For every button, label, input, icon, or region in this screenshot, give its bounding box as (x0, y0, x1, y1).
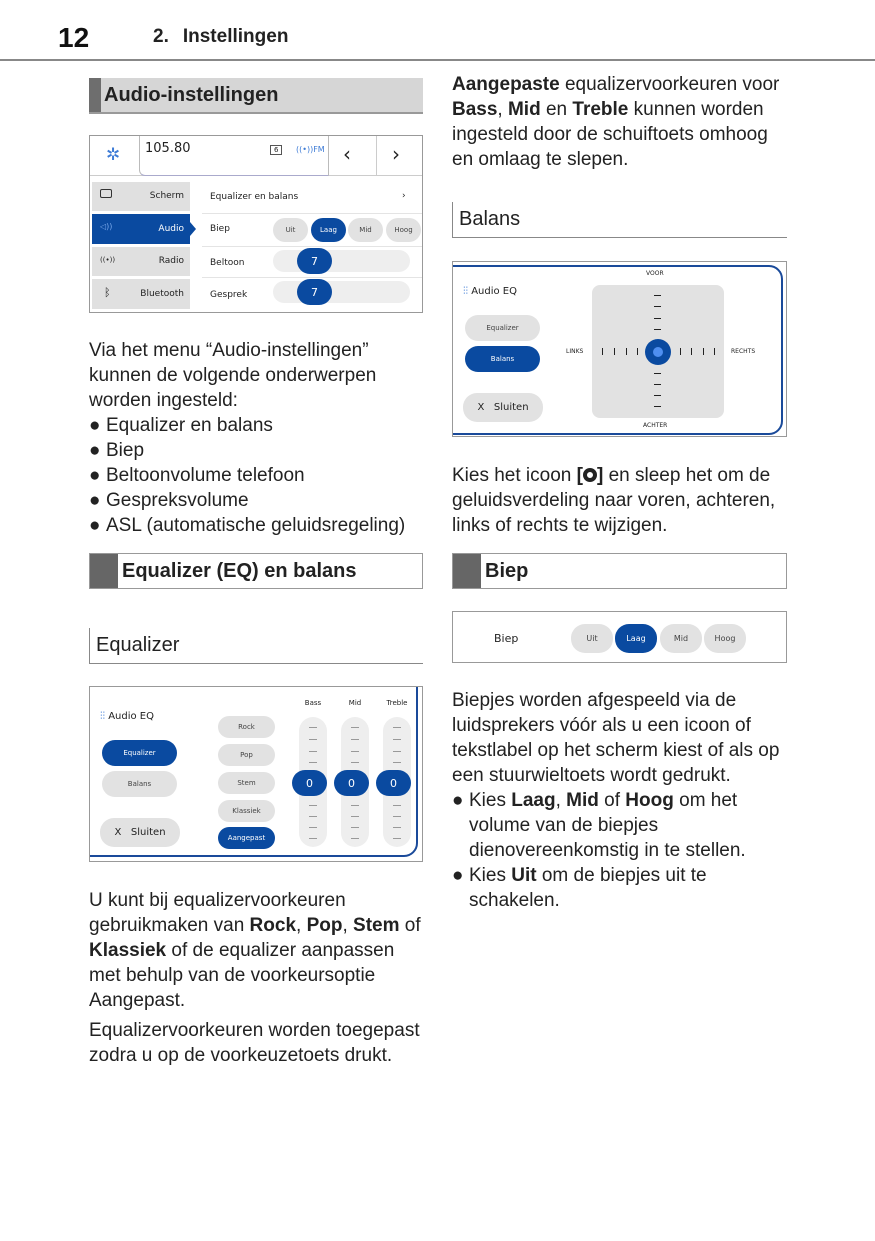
balance-tick (714, 348, 715, 355)
subheading-balans (452, 202, 787, 238)
slider-tick (351, 727, 359, 728)
slider-tick (393, 762, 401, 763)
equalizer-icon: ⫶⫶ (100, 711, 105, 722)
topic-list (89, 413, 429, 538)
section-title: Audio-instellingen (104, 84, 279, 106)
tab-balans[interactable]: Balans (102, 771, 177, 797)
section-heading-eq (89, 553, 423, 589)
balance-tick (654, 406, 661, 407)
screen-icon (100, 189, 112, 198)
slider-tick (351, 805, 359, 806)
custom-eq-text: Aangepaste equalizervoorkeuren voor Bass, Mid en Treble kunnen worden ingesteld door de schuiftoets omhoog en omlaag te slepen. (452, 74, 780, 170)
menu-item-radio[interactable]: ((•)) Radio (92, 247, 190, 276)
balance-tick (680, 348, 681, 355)
slider-tick (351, 816, 359, 817)
menu-item-bluetooth[interactable]: ᛒ Bluetooth (92, 279, 190, 309)
slider-tick (309, 805, 317, 806)
gesprek-slider[interactable] (273, 281, 410, 303)
balance-text: Kies het icoon [ ] en sleep het om de geluidsverdeling naar voren, achteren, links of rechts te wijzigen. (452, 465, 776, 536)
balance-tick (654, 318, 661, 319)
subheading-title: Balans (459, 208, 521, 230)
beep-laag-button[interactable]: Laag (615, 624, 657, 653)
menu-item-scherm[interactable]: Scherm (92, 182, 190, 211)
radio-band: ((•))FM (296, 145, 325, 154)
slider-tick (351, 827, 359, 828)
beep-uit-button[interactable]: Uit (571, 624, 613, 653)
preset-rock[interactable]: Rock (218, 716, 275, 738)
beep-laag-button[interactable]: Laag (311, 218, 346, 242)
label-links: LINKS (566, 348, 584, 355)
balance-tick (614, 348, 615, 355)
balance-tick (654, 384, 661, 385)
preset-badge: 6 (270, 145, 282, 155)
beep-mid-button[interactable]: Mid (660, 624, 702, 653)
slider-tick (393, 805, 401, 806)
label-voor: VOOR (646, 270, 664, 277)
slider-tick (393, 827, 401, 828)
balance-tick (602, 348, 603, 355)
row-gesprek-label: Gesprek (210, 290, 248, 300)
label-rechts: RECHTS (731, 348, 756, 355)
subheading-title: Equalizer (96, 634, 180, 656)
speaker-icon: ◁)) (100, 222, 113, 231)
beep-hoog-button[interactable]: Hoog (386, 218, 421, 242)
list-item: ● Kies Uit om de biepjes uit te schakelen. (452, 863, 787, 913)
close-button[interactable]: X Sluiten (100, 818, 180, 847)
beep-mid-button[interactable]: Mid (348, 218, 383, 242)
balance-tick (626, 348, 627, 355)
close-button[interactable]: X Sluiten (463, 393, 543, 422)
slider-tick (309, 762, 317, 763)
header-rule (0, 59, 875, 61)
balance-tick (654, 373, 661, 374)
slider-tick (393, 838, 401, 839)
balance-knob-icon (583, 468, 597, 482)
beltoon-slider-knob[interactable]: 7 (297, 248, 332, 274)
prev-button[interactable]: ‹ (343, 142, 351, 166)
balance-tick (691, 348, 692, 355)
list-item: ● Gespreksvolume (89, 488, 429, 513)
slider-tick (351, 838, 359, 839)
slider-tick (393, 816, 401, 817)
band-slider-knob[interactable]: 0 (292, 770, 327, 796)
preset-aangepast[interactable]: Aangepast (218, 827, 275, 849)
eq-apply-text: Equalizervoorkeuren worden toegepast zodra u op de voorkeuzetoets drukt. (89, 1020, 420, 1066)
screenshot-balance (452, 261, 787, 437)
list-item: ● Equalizer en balans (89, 413, 429, 438)
balance-tick (654, 329, 661, 330)
page-number: 12 (58, 22, 90, 53)
tab-equalizer[interactable]: Equalizer (102, 740, 177, 766)
bluetooth-icon: ᛒ (104, 286, 111, 299)
row-eq-balance[interactable]: Equalizer en balans (210, 192, 299, 202)
band-label: Mid (348, 699, 362, 707)
band-label: Treble (386, 699, 408, 707)
slider-tick (309, 816, 317, 817)
chevron-right-icon: › (402, 191, 406, 201)
section-heading-biep (452, 553, 787, 589)
slider-tick (393, 727, 401, 728)
slider-tick (309, 739, 317, 740)
subheading-equalizer (89, 628, 423, 664)
menu-item-audio[interactable]: ◁)) Audio (92, 214, 190, 244)
balance-knob[interactable] (645, 339, 671, 365)
balance-tick (654, 395, 661, 396)
beep-text: Biepjes worden afgespeeld via de luidsprekers vóór als u een icoon of tekstlabel op het scherm kiest of als op een stuurwieltoets wordt gedrukt. (452, 690, 780, 786)
close-icon: X (477, 402, 485, 413)
section-heading-audio (89, 78, 423, 114)
slider-tick (309, 727, 317, 728)
eq-presets-text: U kunt bij equalizervoorkeuren gebruikmaken van Rock, Pop, Stem of Klassiek of de equalizer aanpassen met behulp van de voorkeursoptie Aangepast. (89, 890, 421, 1011)
preset-stem[interactable]: Stem (218, 772, 275, 794)
slider-tick (351, 751, 359, 752)
section-title: Biep (485, 560, 529, 582)
radio-icon: ((•)) (100, 256, 116, 264)
row-biep-label: Biep (210, 224, 230, 234)
slider-tick (309, 827, 317, 828)
beltoon-slider[interactable] (273, 250, 410, 272)
next-button[interactable]: › (392, 142, 400, 166)
audio-eq-title: ⫶⫶ Audio EQ (463, 286, 517, 297)
gesprek-slider-knob[interactable]: 7 (297, 279, 332, 305)
band-slider-knob[interactable]: 0 (334, 770, 369, 796)
balance-tick (654, 295, 661, 296)
list-item: ● Kies Laag, Mid of Hoog om het volume van de biepjes dienovereenkomstig in te stellen. (452, 788, 787, 863)
band-label: Bass (304, 699, 322, 707)
chapter-number: 2. (153, 26, 169, 47)
slider-tick (393, 739, 401, 740)
intro-text: Via het menu “Audio-instellingen” kunnen de volgende onderwerpen worden ingesteld: (89, 340, 377, 411)
list-item: ● Biep (89, 438, 429, 463)
tab-equalizer[interactable]: Equalizer (465, 315, 540, 341)
tab-balans[interactable]: Balans (465, 346, 540, 372)
screenshot-equalizer (89, 686, 423, 862)
balance-tick (703, 348, 704, 355)
beep-instructions (452, 788, 787, 913)
frequency: 105.80 (145, 141, 191, 156)
chapter-title: Instellingen (182, 26, 289, 47)
band-slider-knob[interactable]: 0 (376, 770, 411, 796)
screenshot-audio-settings (89, 135, 423, 313)
balance-tick (654, 306, 661, 307)
balance-tick (637, 348, 638, 355)
beep-hoog-button[interactable]: Hoog (704, 624, 746, 653)
audio-eq-title: ⫶⫶ Audio EQ (100, 711, 154, 722)
preset-klassiek[interactable]: Klassiek (218, 800, 275, 822)
screenshot-beep (452, 611, 787, 663)
list-item: ● ASL (automatische geluidsregeling) (89, 513, 429, 538)
list-item: ● Beltoonvolume telefoon (89, 463, 429, 488)
label-achter: ACHTER (643, 422, 668, 429)
section-title: Equalizer (EQ) en balans (122, 560, 357, 582)
slider-tick (351, 762, 359, 763)
slider-tick (309, 838, 317, 839)
slider-tick (309, 751, 317, 752)
close-icon: X (114, 827, 122, 838)
chapter-heading (153, 26, 288, 48)
beep-label: Biep (494, 632, 519, 645)
equalizer-icon: ⫶⫶ (463, 286, 468, 297)
beep-uit-button[interactable]: Uit (273, 218, 308, 242)
gear-icon: ✲ (106, 145, 121, 165)
slider-tick (393, 751, 401, 752)
preset-pop[interactable]: Pop (218, 744, 275, 766)
slider-tick (351, 739, 359, 740)
row-beltoon-label: Beltoon (210, 258, 245, 268)
